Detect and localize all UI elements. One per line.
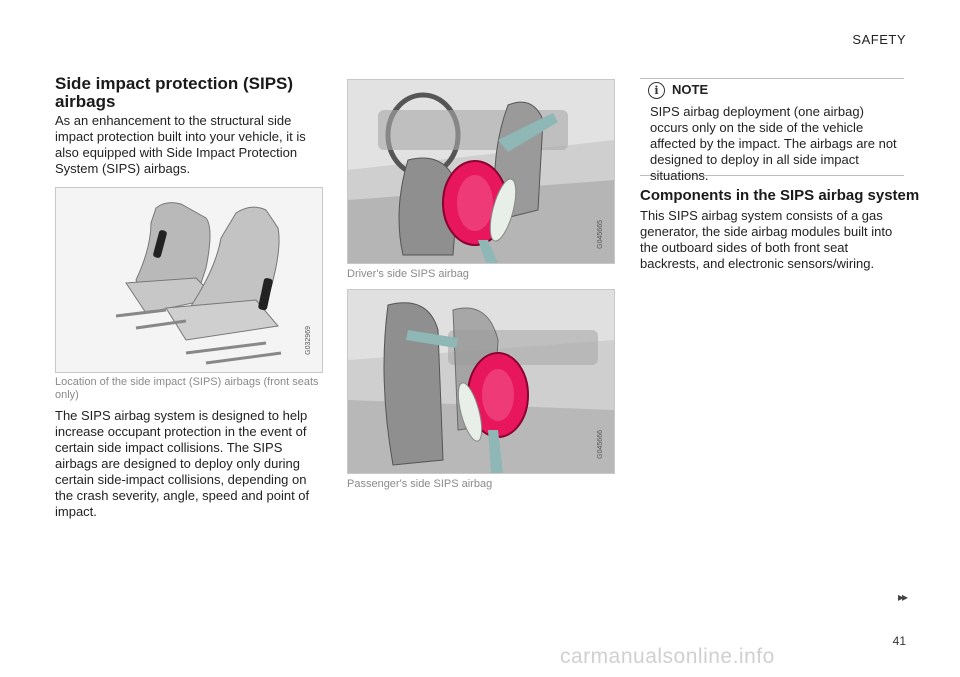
figure-code: G032969 [305, 326, 312, 355]
seats-caption: Location of the side impact (SIPS) airbags (front seats only) [55, 376, 319, 401]
section-header: SAFETY [852, 32, 906, 47]
seats-figure [55, 187, 323, 373]
info-icon: i [648, 82, 665, 99]
components-title: Components in the SIPS airbag system [640, 187, 920, 204]
intro-paragraph: As an enhancement to the structural side impact protection built into your vehicle, it is also equipped with Side Impact Protection System (SIPS) airbags. [55, 113, 306, 176]
seats-illustration [56, 188, 322, 372]
note-text: SIPS airbag deployment (one airbag) occurs only on the side of the vehicle affected by the impact. The airbags are not designed to deploy in all side impact situations. [650, 104, 897, 183]
driver-airbag-figure [347, 79, 615, 264]
passenger-figure-code: G045666 [597, 430, 604, 459]
note-title: NOTE [672, 82, 709, 97]
page-title: Side impact protection (SIPS) airbags [55, 74, 294, 111]
passenger-caption: Passenger's side SIPS airbag [347, 478, 493, 490]
driver-figure-code: G045665 [597, 220, 604, 249]
components-paragraph: This SIPS airbag system consists of a gas generator, the side airbag modules built into the outboard sides of both front seat backrests, and electronic sensors/wiring. [640, 208, 893, 271]
driver-caption: Driver's side SIPS airbag [347, 268, 469, 280]
body-paragraph: The SIPS airbag system is designed to help increase occupant protection in the event of certain side impact collisions. The SIPS airbags are designed to deploy only during certain side-impact collisions, depending on the crash severity, angle, speed and point of impact. [55, 408, 310, 519]
passenger-airbag-illustration [348, 290, 614, 473]
watermark: carmanualsonline.info [560, 645, 775, 668]
next-page-icon[interactable]: ▸▸ [897, 590, 906, 604]
page-number: 41 [892, 634, 906, 648]
driver-airbag-illustration [348, 80, 614, 263]
passenger-airbag-figure [347, 289, 615, 474]
